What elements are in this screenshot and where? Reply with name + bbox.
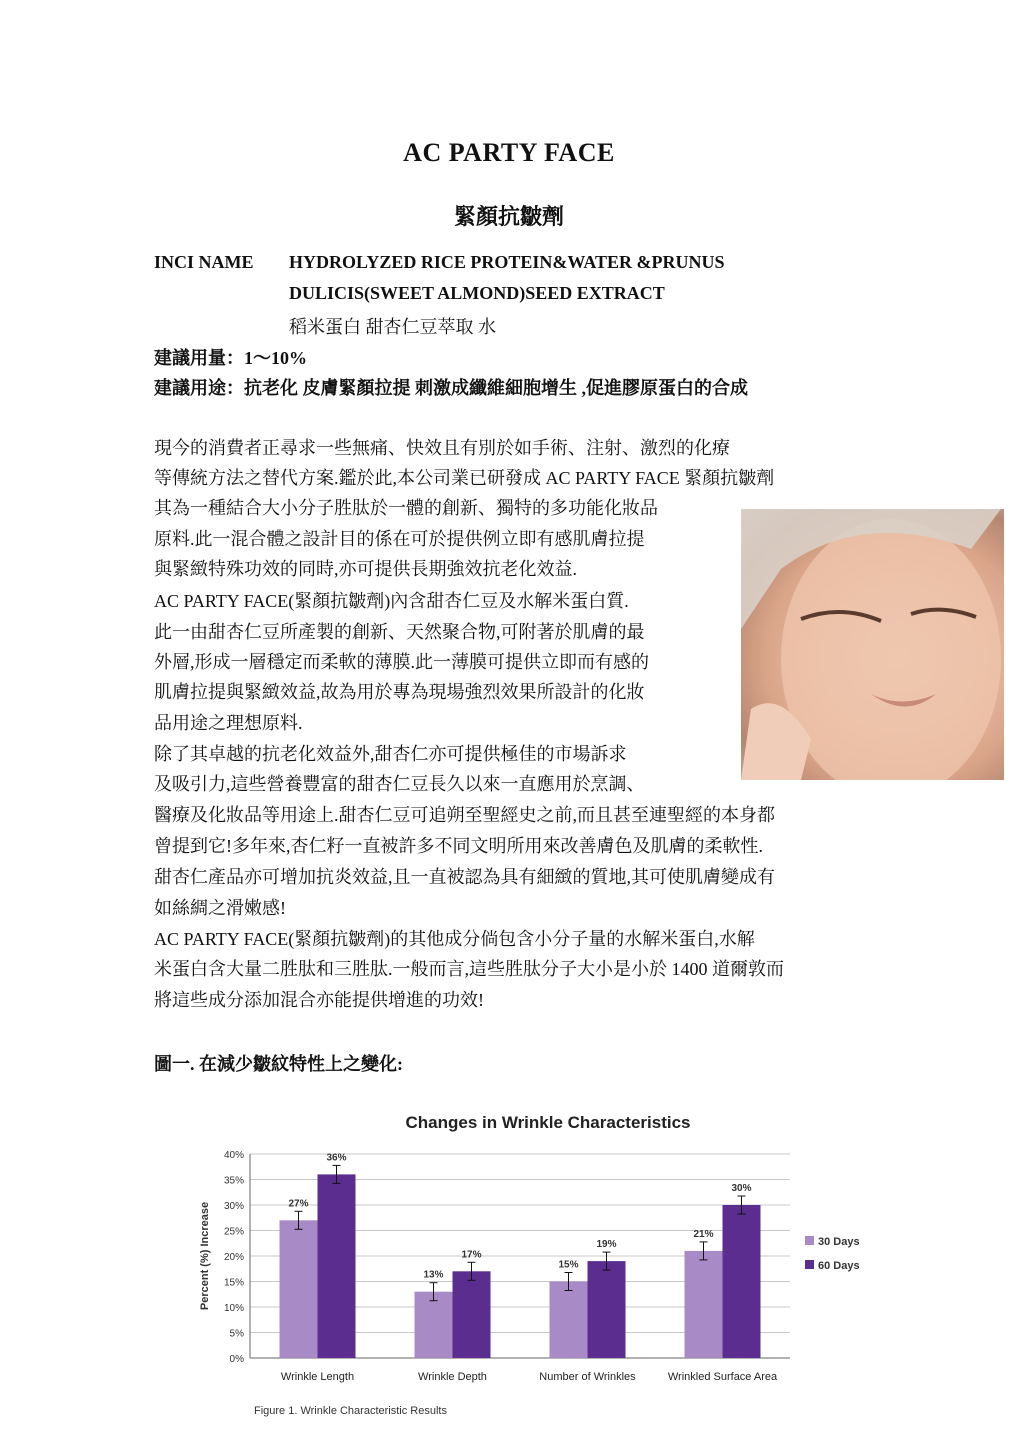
paragraph-line: 肌膚拉提與緊緻效益,故為用於專為現場強烈效果所設計的化妝 xyxy=(154,682,645,702)
data-label: 19% xyxy=(596,1239,617,1251)
paragraph-line: 品用途之理想原料. xyxy=(154,713,303,733)
y-tick-label: 20% xyxy=(223,1252,244,1263)
y-tick-label: 5% xyxy=(229,1328,244,1340)
paragraph-line: 醫療及化妝品等用途上.甜杏仁豆可追朔至聖經史之前,而且甚至連聖經的本身都 xyxy=(154,805,775,825)
figure-heading: 圖一. 在減少皺紋特性上之變化: xyxy=(154,1054,403,1074)
wrinkle-chart xyxy=(188,1100,888,1430)
data-label: 36% xyxy=(326,1152,347,1164)
paragraph-line: 此一由甜杏仁豆所產製的創新、天然聚合物,可附著於肌膚的最 xyxy=(154,622,645,642)
y-tick-label: 15% xyxy=(223,1277,244,1289)
paragraph-line: AC PARTY FACE(緊顏抗皺劑)的其他成分倘包含小分子量的水解米蛋白,水解 xyxy=(154,929,755,949)
paragraph-line: 甜杏仁產品亦可增加抗炎效益,且一直被認為具有細緻的質地,其可使肌膚變成有 xyxy=(154,867,775,887)
paragraph-line: 與緊緻特殊功效的同時,亦可提供長期強效抗老化效益. xyxy=(154,559,577,579)
doc-title: AC PARTY FACE xyxy=(403,138,615,167)
legend-swatch xyxy=(805,1260,814,1269)
y-tick-label: 25% xyxy=(223,1226,244,1238)
paragraph-line: 曾提到它!多年來,杏仁籽一直被許多不同文明所用來改善膚色及肌膚的柔軟性. xyxy=(154,836,763,856)
y-axis-label: Percent (%) Increase xyxy=(199,1201,211,1311)
bar xyxy=(415,1292,453,1358)
bar xyxy=(550,1282,588,1359)
legend-swatch xyxy=(805,1236,814,1245)
data-label: 17% xyxy=(461,1249,482,1261)
wrinkle-chart-svg xyxy=(188,1100,888,1430)
y-tick-label: 40% xyxy=(223,1150,244,1161)
bar xyxy=(318,1174,356,1358)
x-tick-label: Wrinkle Depth xyxy=(418,1371,487,1383)
inci-line-2: DULICIS(SWEET ALMOND)SEED EXTRACT xyxy=(289,283,665,303)
usage-line: 建議用途：抗老化 皮膚緊顏拉提 刺激成纖維細胞增生 ,促進膠原蛋白的合成 xyxy=(154,378,748,398)
figure-caption: Figure 1. Wrinkle Characteristic Results xyxy=(254,1405,447,1417)
paragraph-line: 將這些成分添加混合亦能提供增進的功效! xyxy=(154,990,484,1010)
bar xyxy=(280,1220,318,1358)
bar xyxy=(588,1261,626,1358)
legend-label: 60 Days xyxy=(818,1260,860,1272)
paragraph-line: 原料.此一混合體之設計目的係在可於提供例立即有感肌膚拉提 xyxy=(154,529,645,549)
legend-label: 30 Days xyxy=(818,1236,860,1248)
data-label: 13% xyxy=(423,1269,444,1281)
bar xyxy=(723,1205,761,1358)
y-tick-label: 0% xyxy=(229,1354,244,1365)
data-label: 27% xyxy=(288,1198,309,1210)
paragraph-line: 如絲綢之滑嫩感! xyxy=(154,898,286,918)
data-label: 15% xyxy=(558,1259,579,1271)
paragraph-line: 其為一種結合大小分子胜肽於一體的創新、獨特的多功能化妝品 xyxy=(154,498,658,518)
paragraph-line: 除了其卓越的抗老化效益外,甜杏仁亦可提供極佳的市場訴求 xyxy=(154,744,627,764)
bar xyxy=(685,1251,723,1358)
dosage-line: 建議用量：1～10% xyxy=(154,348,307,368)
y-tick-label: 10% xyxy=(223,1303,244,1314)
bar xyxy=(453,1271,491,1358)
face-photo xyxy=(741,509,1004,780)
x-tick-label: Wrinkled Surface Area xyxy=(667,1371,778,1383)
paragraph-line: 現今的消費者正尋求一些無痛、快效且有別於如手術、注射、激烈的化療 xyxy=(154,438,730,458)
paragraph-line: AC PARTY FACE(緊顏抗皺劑)內含甜杏仁豆及水解米蛋白質. xyxy=(154,591,629,611)
y-tick-label: 35% xyxy=(223,1175,244,1187)
data-label: 21% xyxy=(693,1228,714,1240)
inci-label: INCI NAME xyxy=(154,252,254,272)
data-label: 30% xyxy=(731,1183,752,1194)
inci-chinese: 稻米蛋白 甜杏仁豆萃取 水 xyxy=(289,317,496,337)
paragraph-line: 米蛋白含大量二胜肽和三胜肽.一般而言,這些胜肽分子大小是小於 1400 道爾敦而 xyxy=(154,959,784,979)
inci-line-1: HYDROLYZED RICE PROTEIN&WATER &PRUNUS xyxy=(289,252,725,272)
chart-title: Changes in Wrinkle Characteristics xyxy=(405,1113,691,1132)
paragraph-line: 等傳統方法之替代方案.鑑於此,本公司業已研發成 AC PARTY FACE 緊顏抗皺劑 xyxy=(154,468,775,488)
paragraph-line: 外層,形成一層穩定而柔軟的薄膜.此一薄膜可提供立即而有感的 xyxy=(154,652,649,672)
y-tick-label: 30% xyxy=(223,1201,244,1212)
paragraph-line: 及吸引力,這些營養豐富的甜杏仁豆長久以來一直應用於烹調、 xyxy=(154,774,645,794)
doc-subtitle: 緊顏抗皺劑 xyxy=(453,204,564,229)
x-tick-label: Wrinkle Length xyxy=(280,1371,355,1383)
x-tick-label: Number of Wrinkles xyxy=(539,1371,636,1383)
